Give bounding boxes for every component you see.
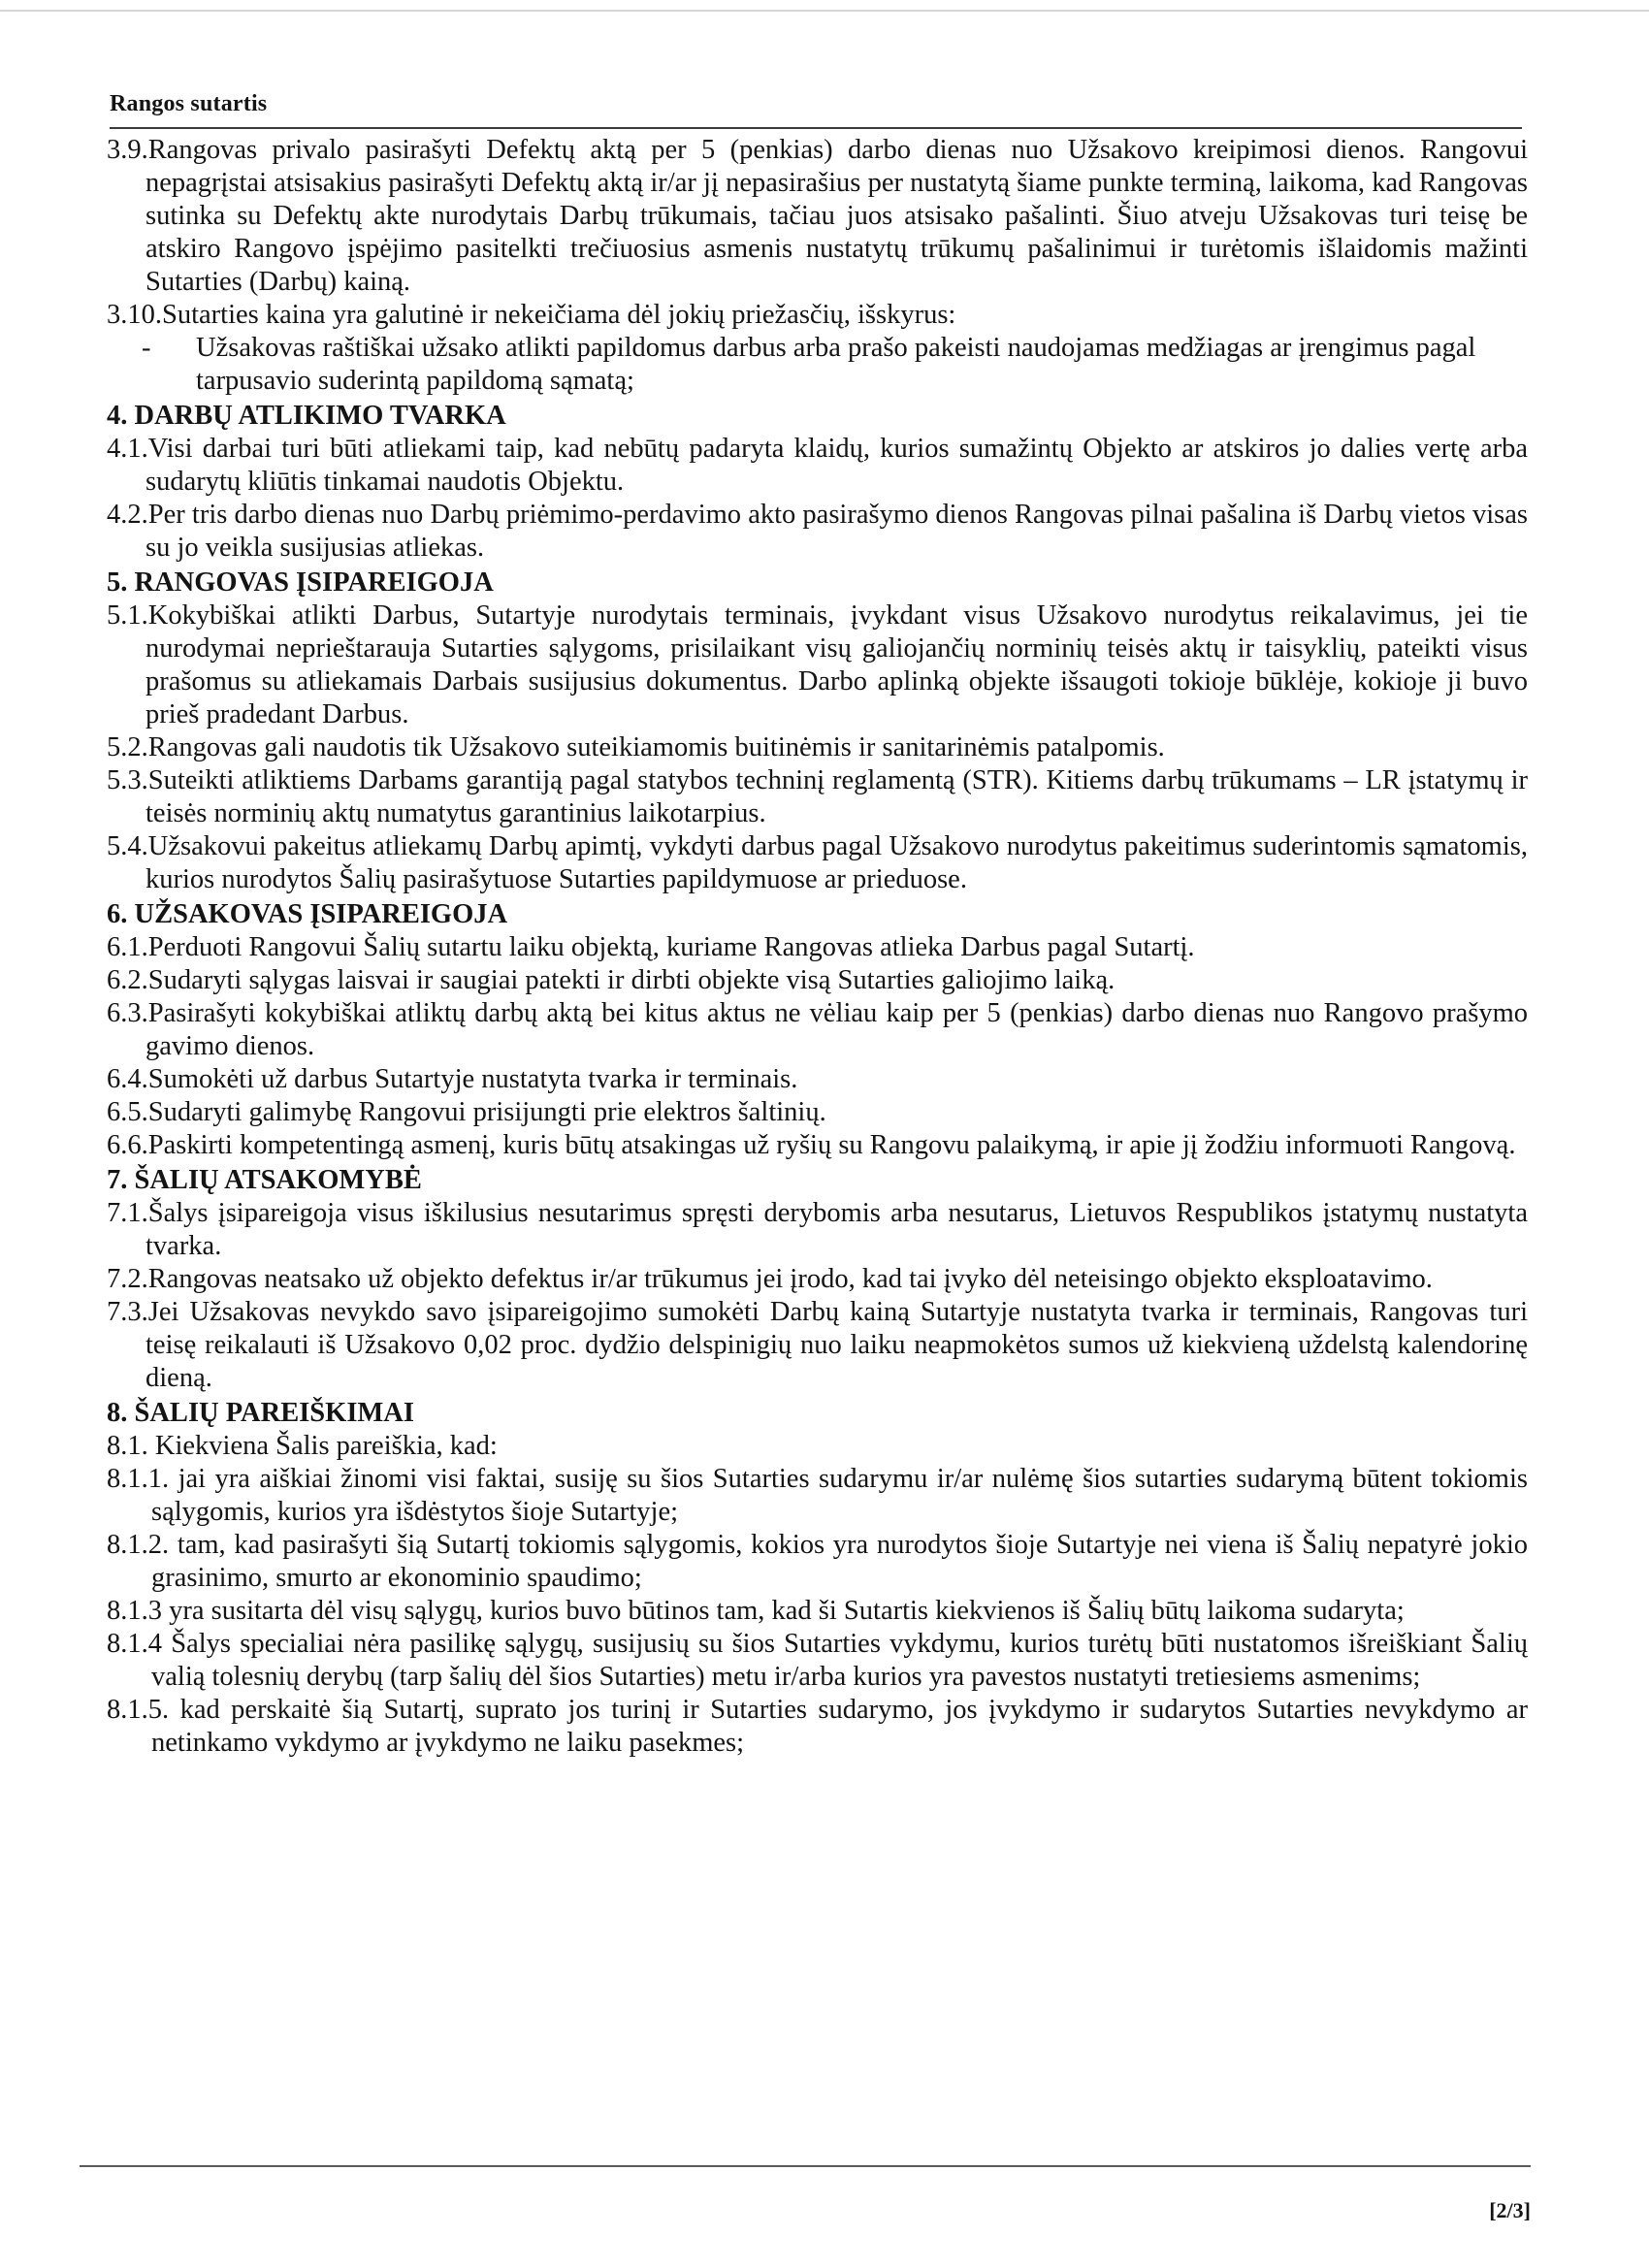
clause-7-3: 7.3.Jei Užsakovas nevykdo savo įsipareigojimo sumokėti Darbų kainą Sutartyje nustatyta tvarka ir terminais, Rangovas turi teisę reikalauti iš Užsakovo 0,02 proc. dydžio delspinigių nuo laiku neapmokėtos sumos už kiekvieną uždelstą kalendorinę dieną. [107, 1297, 1528, 1393]
clause-6-4: 6.4.Sumokėti už darbus Sutartyje nustatyta tvarka ir terminais. [107, 1064, 798, 1094]
clause-3-10-bullet [107, 332, 1528, 398]
clause-3-10-bullet-text: Užsakovas raštiškai užsako atlikti papildomus darbus arba prašo pakeisti naudojamas medžiagas ar įrengimus pagal tarpusavio suderintą papildomą sąmatą; [196, 333, 1476, 396]
clause-8-1-3: 8.1.3 yra susitarta dėl visų sąlygų, kurios buvo būtinos tam, kad ši Sutartis kiekvienos iš Šalių būtų laikoma sudaryta; [107, 1596, 1405, 1626]
clause-6-1: 6.1.Perduoti Rangovui Šalių sutartu laiku objektą, kuriame Rangovas atlieka Darbus pagal Sutartį. [107, 932, 1195, 962]
header-divider [110, 127, 1522, 129]
section-heading-5: 5. RANGOVAS ĮSIPAREIGOJA [107, 567, 494, 598]
clause-4-2: 4.2.Per tris darbo dienas nuo Darbų priėmimo-perdavimo akto pasirašymo dienos Rangovas pilnai pašalina iš Darbų vietos visas su jo veikla susijusias atliekas. [107, 500, 1528, 563]
clause-8-1-1: 8.1.1. jai yra aiškiai žinomi visi faktai, susiję su šios Sutarties sudarymu ir/ar nulėmę šios sutarties sudarymą būtent tokiomis sąlygomis, kurios yra išdėstytos šioje Sutartyje; [107, 1464, 1528, 1527]
clause-5-1: 5.1.Kokybiškai atlikti Darbus, Sutartyje nurodytais terminais, įvykdant visus Užsakovo nurodytus reikalavimus, jei tie nurodymai neprieštarauja Sutarties sąlygoms, prisilaikant visų galiojančių norminių teisės aktų ir taisyklių, pateikti visus prašomus su atliekamais Darbais susijusius dokumentus. Darbo aplinką objekte išsaugoti tokioje būklėje, kokioje ji buvo prieš pradedant Darbus. [107, 600, 1528, 729]
clause-6-3: 6.3.Pasirašyti kokybiškai atliktų darbų aktą bei kitus aktus ne vėliau kaip per 5 (penkias) darbo dienas nuo Rangovo prašymo gavimo dienos. [107, 998, 1528, 1061]
document-header-title: Rangos sutartis [110, 91, 268, 116]
clause-8-1-2: 8.1.2. tam, kad pasirašyti šią Sutartį tokiomis sąlygomis, kokios yra nurodytos šioje Sutartyje nei viena iš Šalių nepatyrė jokio grasinimo, smurto ar ekonominio spaudimo; [107, 1530, 1528, 1593]
document-body [107, 134, 1528, 1760]
clause-7-2: 7.2.Rangovas neatsako už objekto defektus ir/ar trūkumus jei įrodo, kad tai įvyko dėl neteisingo objekto eksploatavimo. [107, 1264, 1433, 1294]
clause-6-2: 6.2.Sudaryti sąlygas laisvai ir saugiai patekti ir dirbti objekte visą Sutarties galiojimo laiką. [107, 965, 1116, 995]
clause-4-1: 4.1.Visi darbai turi būti atliekami taip, kad nebūtų padaryta klaidų, kurios sumažintų Objekto ar atskiros jo dalies vertę arba sudarytų kliūtis tinkamai naudotis Objektu. [107, 434, 1528, 497]
clause-7-1: 7.1.Šalys įsipareigoja visus iškilusius nesutarimus spręsti derybomis arba nesutarus, Lietuvos Respublikos įstatymų nustatyta tvarka. [107, 1198, 1528, 1261]
clause-5-4: 5.4.Užsakovui pakeitus atliekamų Darbų apimtį, vykdyti darbus pagal Užsakovo nurodytus pakeitimus suderintomis sąmatomis, kurios nurodytos Šalių pasirašytuose Sutarties papildymuose ar prieduose. [107, 831, 1528, 894]
bullet-dash: - [142, 333, 151, 363]
clause-5-3: 5.3.Suteikti atliktiems Darbams garantiją pagal statybos techninį reglamentą (STR). Kitiems darbų trūkumams – LR įstatymų ir teisės norminių aktų numatytus garantinius laikotarpius. [107, 765, 1528, 828]
section-heading-7: 7. ŠALIŲ ATSAKOMYBĖ [107, 1165, 422, 1195]
clause-3-9: 3.9.Rangovas privalo pasirašyti Defektų aktą per 5 (penkias) darbo dienas nuo Užsakovo kreipimosi dienos. Rangovui nepagrįstai atsisakius pasirašyti Defektų aktą ir/ar jį nepasirašius per nustatytą šiame punkte terminą, laikoma, kad Rangovas sutinka su Defektų akte nurodytais Darbų trūkumais, tačiau juos atsisako pašalinti. Šiuo atveju Užsakovas turi teisę be atskiro Rangovo įspėjimo pasitelkti trečiuosius asmenis nustatytų trūkumų pašalinimui ir turėtomis išlaidomis mažinti Sutarties (Darbų) kainą. [107, 135, 1528, 297]
page-top-edge [0, 10, 1649, 12]
page-number: [2/3] [1489, 2198, 1531, 2222]
section-heading-4: 4. DARBŲ ATLIKIMO TVARKA [107, 401, 506, 431]
clause-6-5: 6.5.Sudaryti galimybę Rangovui prisijungti prie elektros šaltinių. [107, 1097, 826, 1127]
clause-8-1: 8.1. Kiekviena Šalis pareiškia, kad: [107, 1431, 498, 1461]
clause-3-10: 3.10.Sutarties kaina yra galutinė ir nekeičiama dėl jokių priežasčių, išskyrus: [107, 300, 956, 330]
section-heading-8: 8. ŠALIŲ PAREIŠKIMAI [107, 1398, 414, 1428]
footer-divider [80, 2165, 1531, 2167]
clause-8-1-4: 8.1.4 Šalys specialiai nėra pasilikę sąlygų, susijusių su šios Sutarties vykdymu, kurios turėtų būti nustatomos išreiškiant Šalių valią tolesnių derybų (tarp šalių dėl šios Sutarties) metu ir/arba kurios yra pavestos nustatyti tretiesiems asmenims; [107, 1629, 1528, 1692]
clause-6-6: 6.6.Paskirti kompetentingą asmenį, kuris būtų atsakingas už ryšių su Rangovu palaikymą, ir apie jį žodžiu informuoti Rangovą. [107, 1130, 1516, 1160]
clause-5-2: 5.2.Rangovas gali naudotis tik Užsakovo suteikiamomis buitinėmis ir sanitarinėmis patalpomis. [107, 732, 1165, 762]
section-heading-6: 6. UŽSAKOVAS ĮSIPAREIGOJA [107, 899, 508, 929]
clause-8-1-5: 8.1.5. kad perskaitė šią Sutartį, suprato jos turinį ir Sutarties sudarymo, jos įvykdymo ir sudarytos Sutarties nevykdymo ar netinkamo vykdymo ar įvykdymo ne laiku pasekmes; [107, 1695, 1528, 1758]
